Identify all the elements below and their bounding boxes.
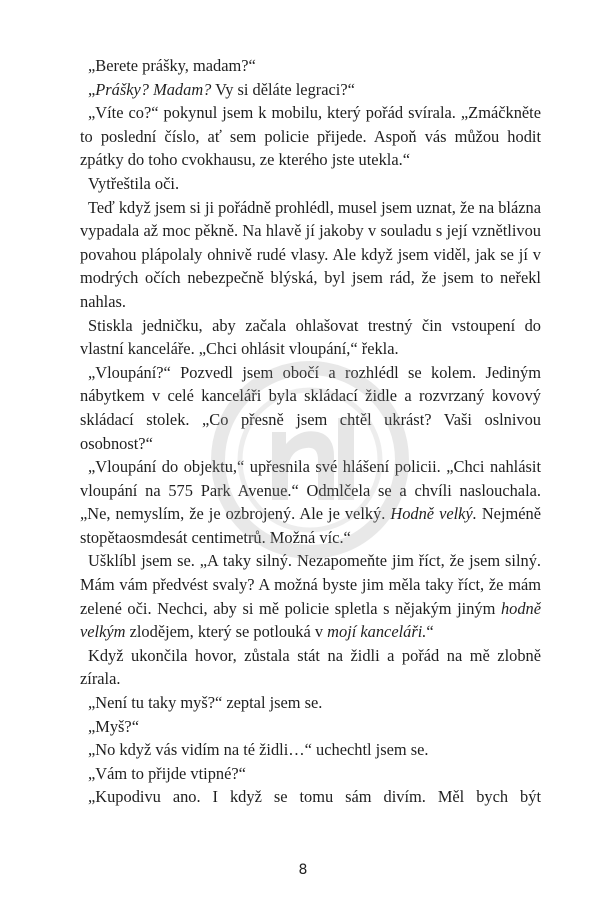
page-number: 8	[298, 862, 308, 878]
text-run: Vy si děláte legraci?“	[211, 79, 355, 99]
text-run: „Vloupání do objektu,“ upřesnila své hlášení policii. „Chci nahlásit vloupání na 575 Park Avenue.“ Odmlčela se a chvíli naslouchala. „Ne, nemyslím, že je ozbrojený. Ale je velký.	[80, 457, 541, 524]
paragraph	[80, 54, 541, 78]
emphasized-text: hodně velkým	[80, 598, 541, 642]
text-run: “	[426, 622, 434, 642]
text-run: „Berete prášky, madam?“	[88, 56, 256, 75]
paragraph	[80, 715, 541, 739]
text-run: „Víte co?“ pokynul jsem k mobilu, který pořád svírala. „Zmáčkněte to poslední číslo, ať sem policie přijede. Aspoň vás můžou hodit zpátky do toho cvokhausu, ze kterého jste utekla.“	[80, 103, 541, 170]
paragraph	[80, 172, 541, 196]
emphasized-text: Hodně velký.	[390, 504, 477, 524]
text-run: „	[88, 79, 96, 99]
text-run: „Kupodivu ano. I když se tomu sám divím. Měl bych být	[88, 787, 541, 807]
paragraph	[80, 644, 541, 691]
paragraph	[80, 762, 541, 786]
paragraph	[80, 691, 541, 715]
text-run: „No když vás vidím na té židli…“ uchechtl jsem se.	[88, 740, 429, 760]
paragraph	[80, 361, 541, 455]
paragraph	[80, 78, 541, 102]
paragraph	[80, 785, 541, 809]
page-text	[80, 54, 541, 809]
text-run: „Myš?“	[88, 716, 139, 736]
text-run: Nejméně stopětaosmdesát centimetrů. Možná víc.“	[80, 504, 541, 547]
emphasized-text: mojí kanceláři.	[327, 622, 427, 642]
text-run: „Vám to přijde vtipné?“	[88, 763, 246, 783]
paragraph	[80, 314, 541, 361]
text-run: Když ukončila hovor, zůstala stát na židli a pořád na mě zlobně zírala.	[80, 645, 541, 689]
paragraph	[80, 196, 541, 314]
paragraph	[80, 455, 541, 549]
text-run: Vytřeštila oči.	[88, 173, 180, 193]
text-run: Teď když jsem si ji pořádně prohlédl, musel jsem uznat, že na blázna vypadala až moc pěkně. Na hlavě jí jakoby v souladu s její vznětlivou povahou plápolaly ohnivě rudé vlasy. Ale když jsem viděl, jak se jí v modrých očích nebezpečně blýská, byl jsem rád, že jsem to neřekl nahlas.	[80, 197, 541, 311]
text-run: „Není tu taky myš?“ zeptal jsem se.	[88, 693, 323, 713]
emphasized-text: Prášky? Madam?	[95, 79, 212, 99]
text-run: zlodějem, který se potlouká v	[125, 622, 328, 642]
paragraph	[80, 101, 541, 172]
paragraph	[80, 738, 541, 762]
text-run: „Vloupání?“ Pozvedl jsem obočí a rozhlédl se kolem. Jediným nábytkem v celé kanceláři byla skládací židle a rozvrzaný kovový skládací stolek. „Co přesně jsem chtěl ukrást? Vaši oslnivou osobnost?“	[80, 362, 541, 453]
text-run: Ušklíbl jsem se. „A taky silný. Nezapomeňte jim říct, že jsem silný. Mám vám předvést svaly? A možná byste jim měla taky říct, že mám zelené oči. Nechci, aby si mě policie spletla s nějakým jiným	[80, 551, 541, 618]
paragraph	[80, 549, 541, 643]
text-run: Stiskla jedničku, aby začala ohlašovat trestný čin vstoupení do vlastní kanceláře. „Chci ohlásit vloupání,“ řekla.	[80, 315, 541, 359]
